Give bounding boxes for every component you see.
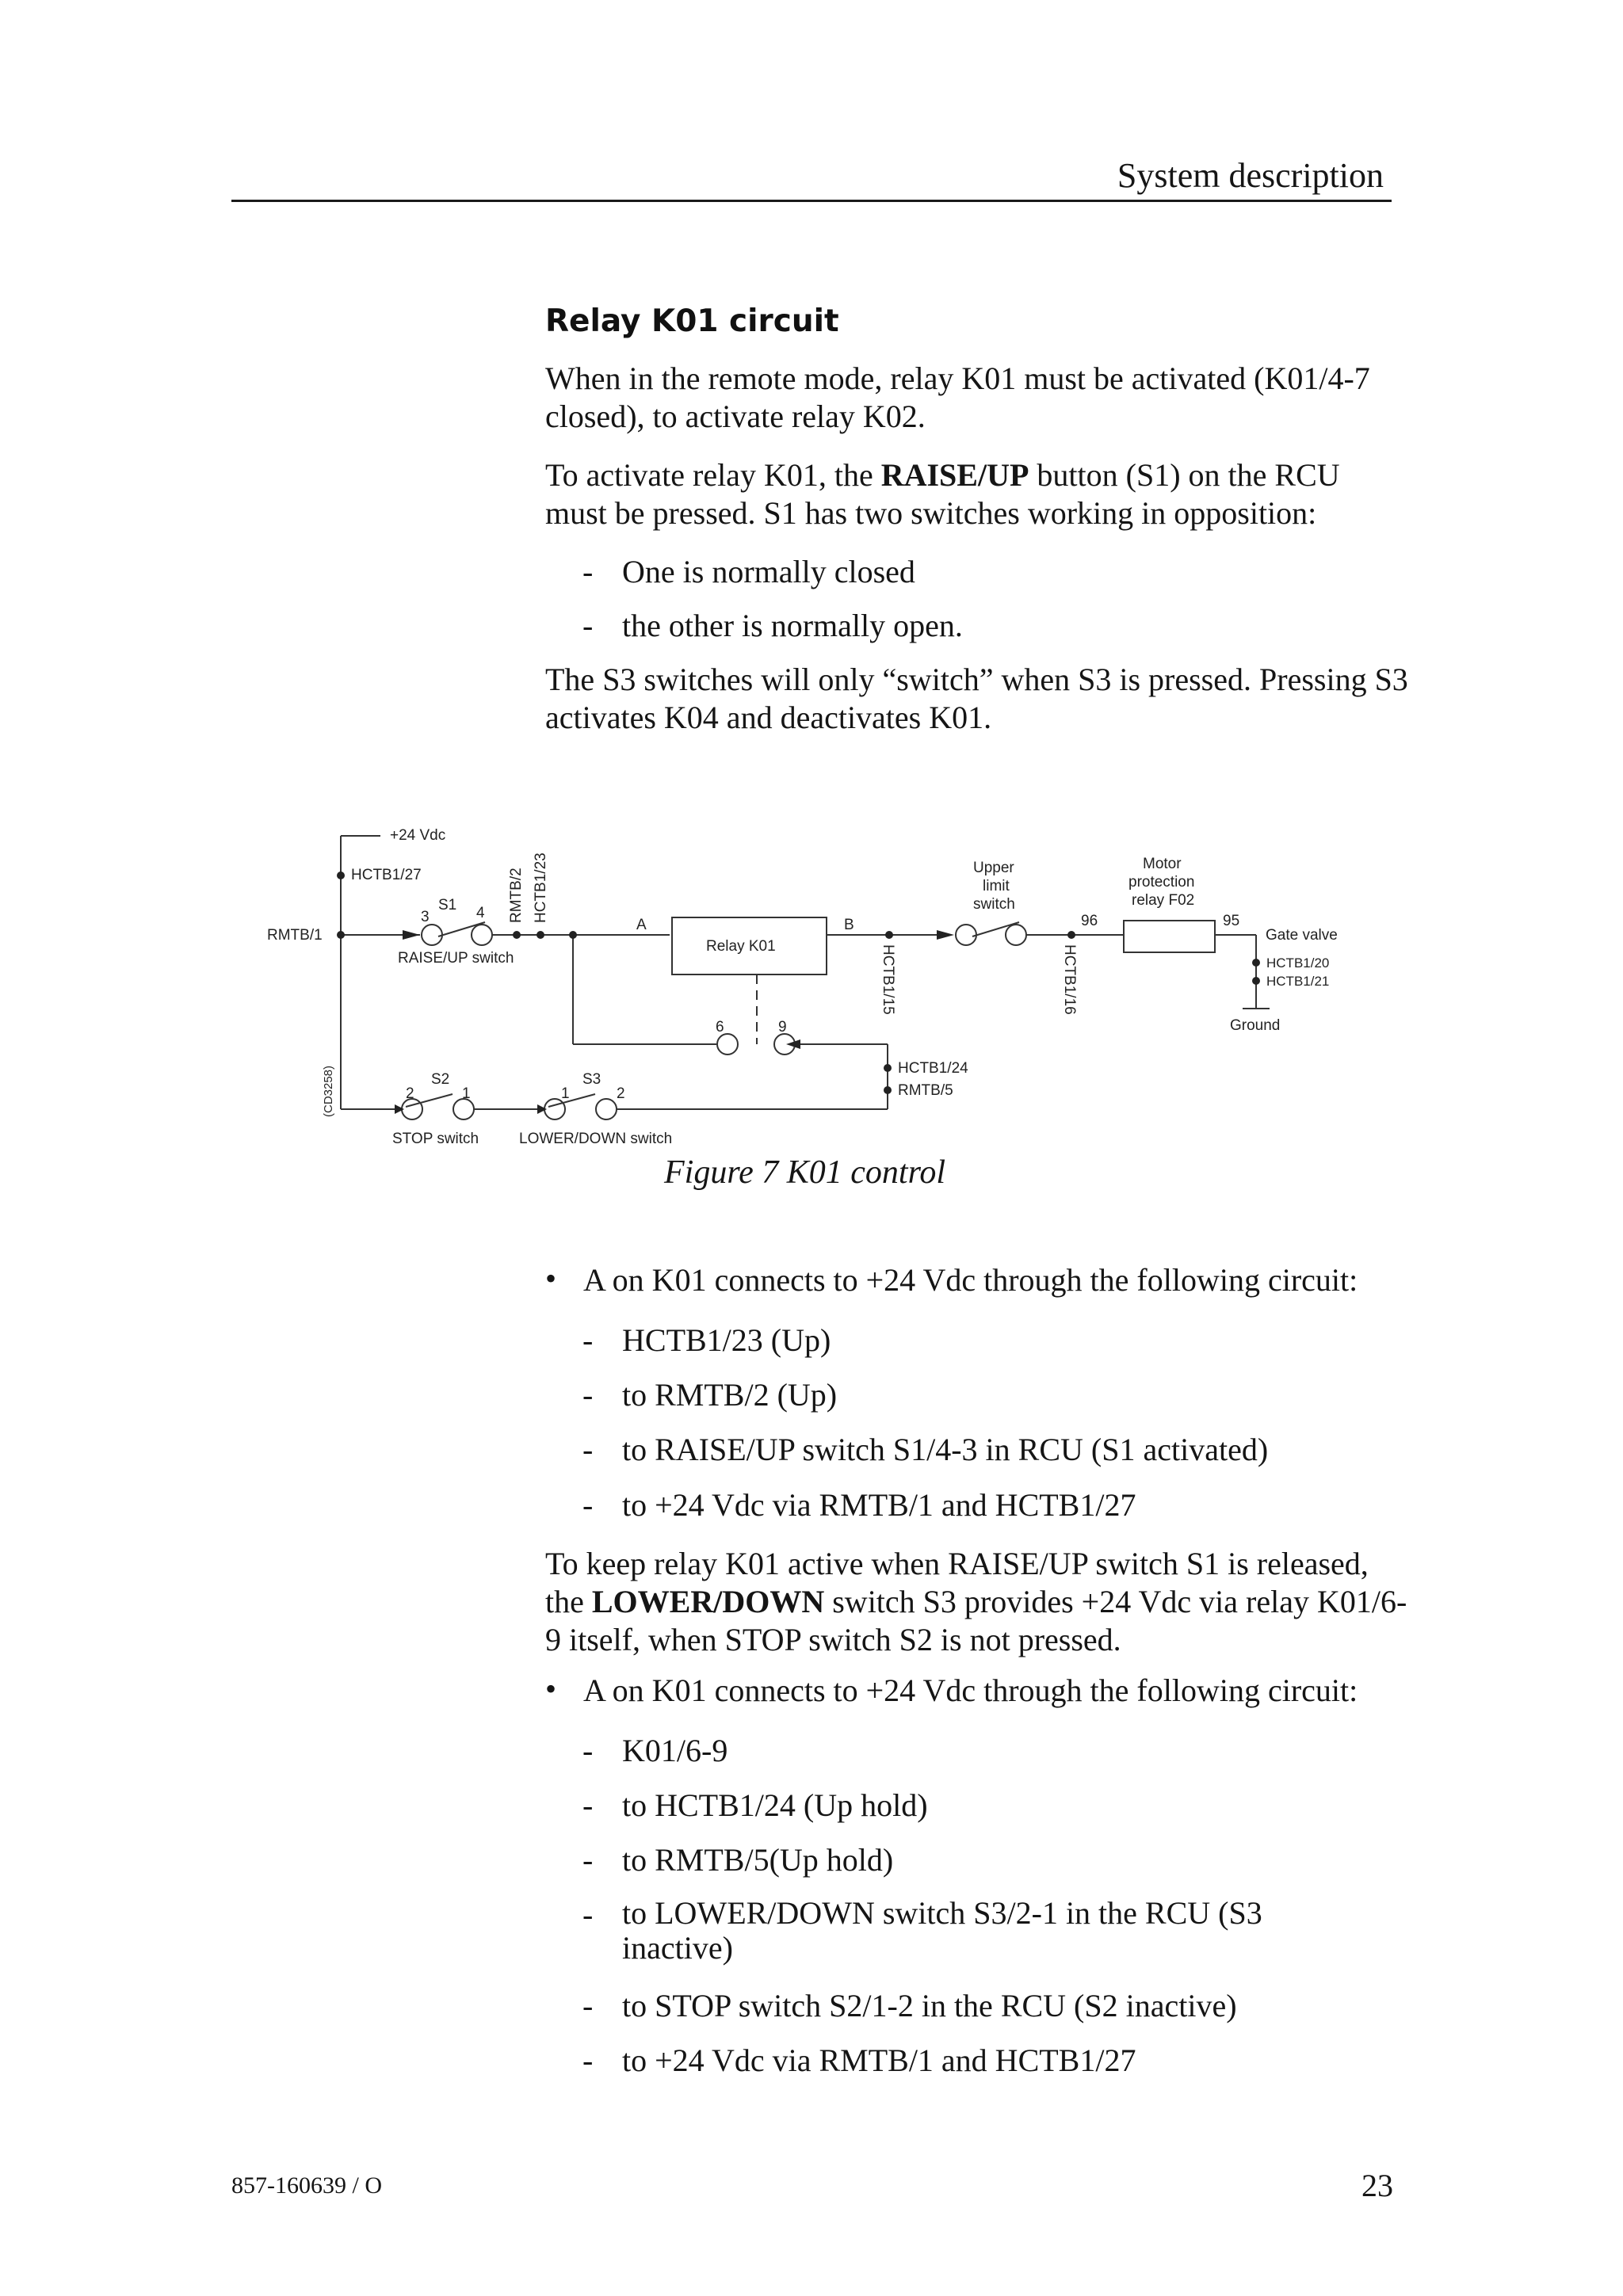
paragraph-2-text-b: button (S1) on the RCU must be pressed. S1 has two switches working in opposition: — [545, 457, 1340, 531]
label-s1: S1 — [438, 897, 457, 913]
dash-marker: - — [582, 1733, 594, 1768]
paragraph-3: The S3 switches will only “switch” when S3 is pressed. Pressing S3 activates K04 and deactivates K01. — [545, 662, 1408, 735]
dash-marker: - — [582, 1377, 594, 1413]
dash-marker: - — [582, 608, 594, 643]
label-s1-pin4: 4 — [476, 905, 485, 921]
bullet-marker: • — [545, 1261, 557, 1296]
label-96: 96 — [1081, 913, 1098, 929]
paragraph-4-text-b: switch S3 provides +24 Vdc via relay K01/6-9 itself, when STOP switch S2 is not pressed. — [545, 1584, 1407, 1657]
document-code: 857-160639 / O — [231, 2172, 382, 2199]
dash-marker: - — [582, 1988, 594, 2023]
section-title: Relay K01 circuit — [545, 303, 839, 339]
label-hctb1-23: HCTB1/23 — [533, 852, 549, 923]
label-relay-f02: relay F02 — [1132, 892, 1195, 909]
label-lower-down-switch: LOWER/DOWN switch — [519, 1131, 673, 1147]
list-item-text: One is normally closed — [622, 554, 915, 589]
label-hctb1-21: HCTB1/21 — [1266, 974, 1330, 989]
label-s3-pin2: 2 — [617, 1085, 625, 1102]
paragraph-2 — [545, 456, 1409, 532]
dash-marker: - — [582, 1322, 594, 1358]
figure-caption: Figure 7 K01 control — [664, 1154, 946, 1191]
label-s3: S3 — [582, 1071, 601, 1088]
list-item-text: to +24 Vdc via RMTB/1 and HCTB1/27 — [622, 2042, 1136, 2078]
label-s1-pin3: 3 — [421, 909, 430, 925]
list-item-text: to RMTB/5(Up hold) — [622, 1842, 894, 1878]
label-figure-ref: (CD3258) — [322, 1065, 335, 1117]
label-k01-pin6: 6 — [716, 1019, 724, 1035]
paragraph-4-text-a: To keep relay K01 active when RAISE/UP switch S1 is released, the — [545, 1546, 1369, 1619]
list-item-text: to RMTB/2 (Up) — [622, 1377, 838, 1413]
dash-marker: - — [582, 1487, 594, 1523]
dash-marker: - — [582, 1432, 594, 1467]
label-hctb1-16: HCTB1/16 — [1061, 944, 1078, 1015]
list-item-text: to LOWER/DOWN switch S3/2-1 in the RCU (S3 inactive) — [622, 1895, 1262, 1966]
label-rmtb-5: RMTB/5 — [898, 1082, 953, 1099]
label-upper: Upper — [973, 860, 1014, 876]
label-s3-pin1: 1 — [561, 1085, 570, 1102]
page-number: 23 — [1361, 2168, 1393, 2203]
paragraph-4 — [545, 1545, 1409, 1659]
label-rmtb-1: RMTB/1 — [267, 927, 323, 944]
bullet-marker: • — [545, 1671, 557, 1707]
paragraph-4-bold: LOWER/DOWN — [591, 1584, 825, 1619]
dash-marker: - — [582, 1842, 594, 1878]
label-hctb1-24: HCTB1/24 — [898, 1060, 968, 1077]
label-gate-valve: Gate valve — [1266, 927, 1338, 944]
dash-marker: - — [582, 1787, 594, 1823]
running-header-title: System description — [1117, 156, 1384, 195]
bullet-text: A on K01 connects to +24 Vdc through the following circuit: — [583, 1672, 1358, 1708]
list-item-text: to RAISE/UP switch S1/4-3 in RCU (S1 activated) — [622, 1432, 1269, 1467]
paragraph-2-text-a: To activate relay K01, the — [545, 457, 881, 493]
label-ground: Ground — [1230, 1017, 1281, 1034]
label-s2-pin1: 1 — [462, 1085, 471, 1102]
list-item-text: K01/6-9 — [622, 1733, 728, 1768]
label-stop-switch: STOP switch — [392, 1131, 479, 1147]
dash-marker: - — [582, 1897, 594, 1932]
label-hctb1-15: HCTB1/15 — [880, 944, 896, 1015]
list-item-text: to HCTB1/24 (Up hold) — [622, 1787, 928, 1823]
list-item-text: HCTB1/23 (Up) — [622, 1322, 831, 1358]
label-hctb1-27: HCTB1/27 — [351, 867, 422, 883]
label-motor: Motor — [1143, 856, 1182, 872]
label-k01-pin9: 9 — [778, 1019, 787, 1035]
list-item-text: the other is normally open. — [622, 608, 963, 643]
k01-control-diagram — [254, 812, 1379, 1153]
label-limit: limit — [983, 878, 1010, 894]
list-item-text: to STOP switch S2/1-2 in the RCU (S2 inactive) — [622, 1988, 1237, 2023]
label-s2-pin2: 2 — [406, 1085, 414, 1102]
paragraph-2-bold: RAISE/UP — [880, 457, 1029, 493]
label-relay-k01: Relay K01 — [706, 938, 776, 955]
label-a: A — [636, 917, 647, 933]
dash-marker: - — [582, 554, 594, 589]
label-s2: S2 — [431, 1071, 450, 1088]
label-24vdc: +24 Vdc — [390, 827, 446, 844]
paragraph-1: When in the remote mode, relay K01 must be activated (K01/4-7 closed), to activate relay K02. — [545, 360, 1370, 434]
label-rmtb-2: RMTB/2 — [508, 868, 525, 923]
label-protection: protection — [1128, 874, 1195, 891]
dash-marker: - — [582, 2042, 594, 2078]
label-95: 95 — [1223, 913, 1240, 929]
bullet-text: A on K01 connects to +24 Vdc through the following circuit: — [583, 1262, 1358, 1298]
header-rule — [231, 200, 1392, 202]
label-switch: switch — [973, 896, 1015, 913]
label-hctb1-20: HCTB1/20 — [1266, 955, 1330, 971]
label-raise-up-switch: RAISE/UP switch — [398, 950, 514, 967]
label-b: B — [844, 917, 854, 933]
list-item-text: to +24 Vdc via RMTB/1 and HCTB1/27 — [622, 1487, 1136, 1523]
